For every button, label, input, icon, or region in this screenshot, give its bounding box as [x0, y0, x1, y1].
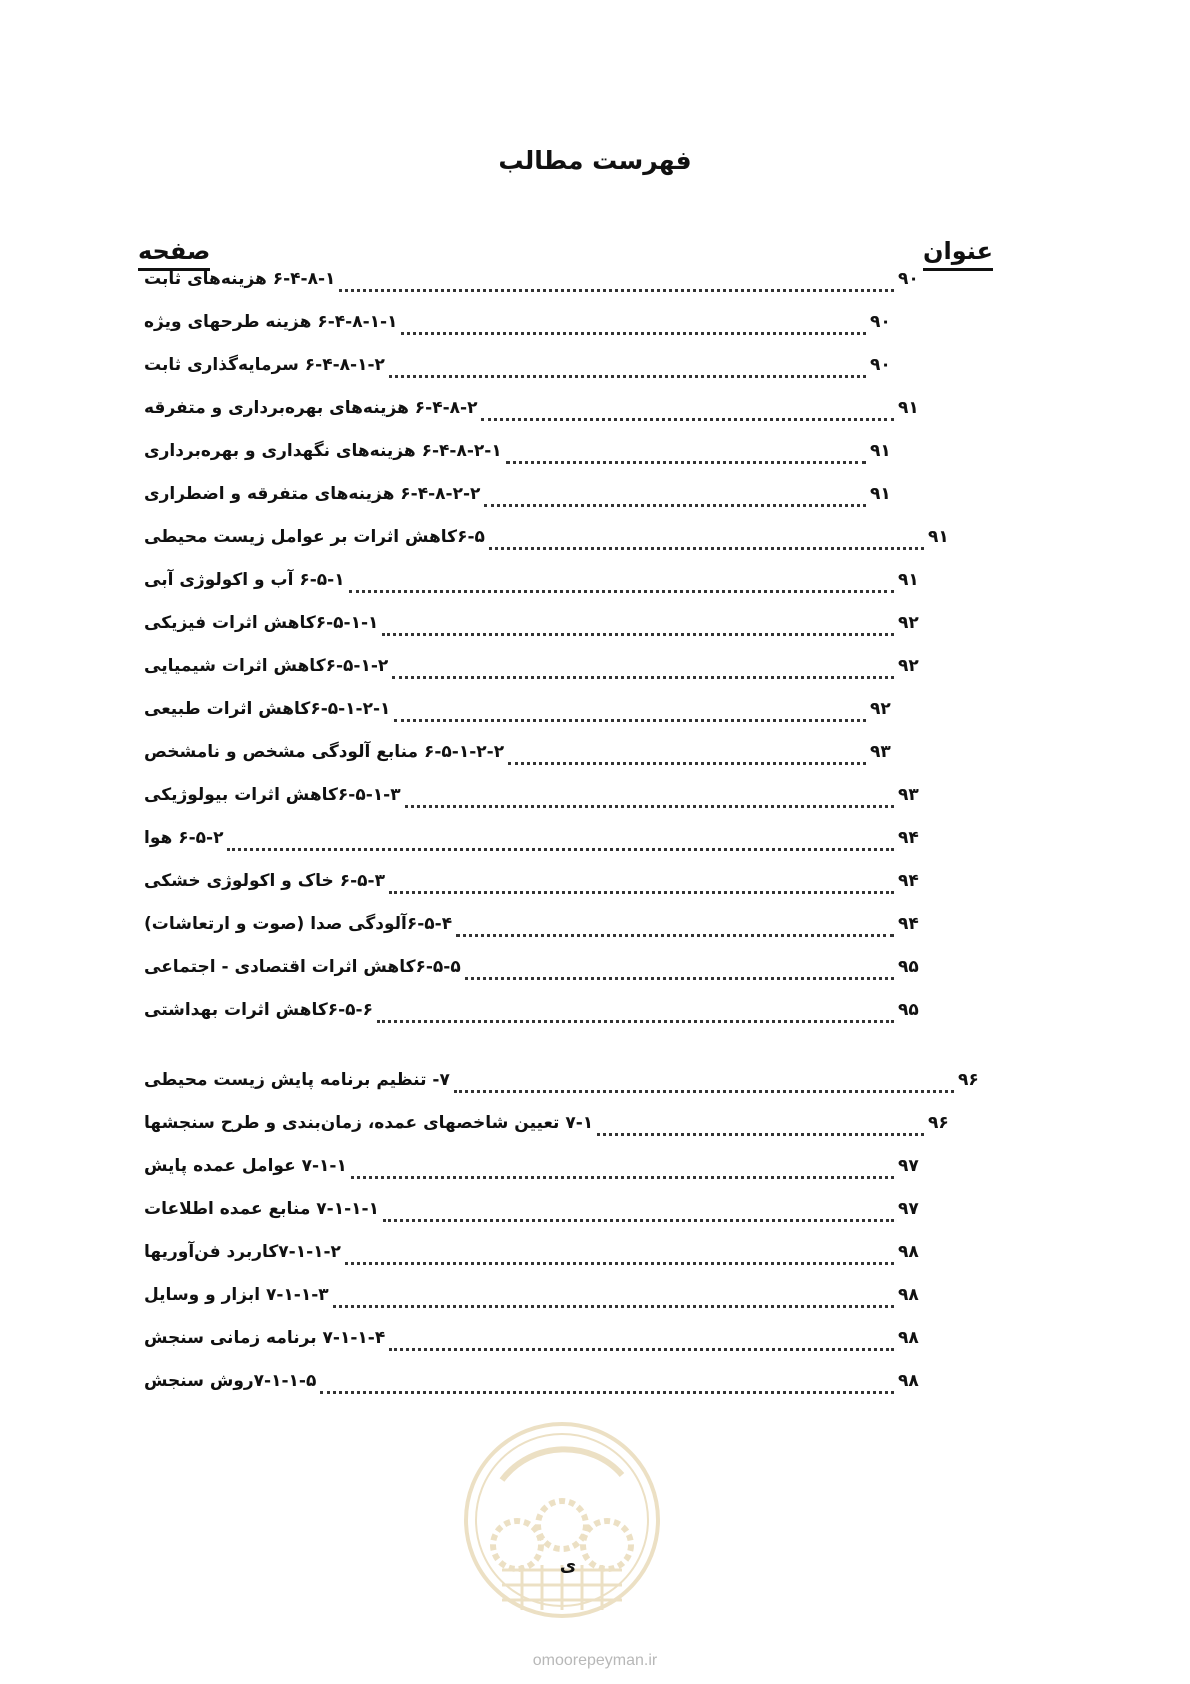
toc-entry-page: ۹۸: [898, 1328, 919, 1348]
toc-dot-leader: [456, 918, 894, 937]
toc-entry[interactable]: [138, 910, 928, 938]
toc-entry[interactable]: [138, 695, 900, 723]
toc-entry[interactable]: [138, 1238, 928, 1266]
toc-entry-page: ۹۵: [898, 1000, 919, 1020]
toc-dot-leader: [383, 1203, 894, 1222]
toc-entry[interactable]: [138, 996, 928, 1024]
toc-entry-title: ۶-۴-۸-۲ هزینه‌های بهره‌برداری و متفرقه: [144, 398, 478, 418]
toc-dot-leader: [465, 961, 894, 980]
toc-entry-page: ۹۲: [898, 656, 919, 676]
toc-entry-title: ۷-۱-۱-۲کاربرد فن‌آوریها: [144, 1242, 341, 1262]
toc-dot-leader: [345, 1246, 894, 1265]
toc-entry-title: ۶-۵-۱-۲-۲ منابع آلودگی مشخص و نامشخص: [144, 742, 505, 762]
toc-dot-leader: [401, 316, 866, 335]
toc-dot-leader: [389, 359, 866, 378]
toc-entry-page: ۹۳: [898, 785, 919, 805]
toc-entry-page: ۹۱: [898, 398, 919, 418]
toc-entry[interactable]: [138, 480, 900, 508]
toc-entry[interactable]: [138, 523, 958, 551]
toc-entry-page: ۹۱: [870, 441, 891, 461]
toc-entry-page: ۹۱: [928, 527, 949, 547]
toc-dot-leader: [481, 402, 894, 421]
toc-entry-title: ۶-۴-۸-۱-۱ هزینه طرحهای ویژه: [144, 312, 398, 332]
toc-entry-page: ۹۰: [870, 312, 891, 332]
toc-entry-title: ۷-۱-۱-۴ برنامه زمانی سنجش: [144, 1328, 386, 1348]
toc-dot-leader: [377, 1004, 894, 1023]
toc-entry-page: ۹۴: [898, 871, 919, 891]
toc-entry[interactable]: [138, 781, 928, 809]
toc-entry-title: ۶-۵-۱-۲-۱کاهش اثرات طبیعی: [144, 699, 391, 719]
toc-entry[interactable]: [138, 1195, 928, 1223]
toc-entry-page: ۹۱: [898, 570, 919, 590]
toc-entry-title: ۷-۱-۱-۵روش سنجش: [144, 1371, 317, 1391]
toc-entry-page: ۹۰: [898, 269, 919, 289]
toc-dot-leader: [389, 875, 894, 894]
toc-entry-page: ۹۸: [898, 1242, 919, 1262]
toc-entry-page: ۹۷: [898, 1156, 919, 1176]
toc-entry[interactable]: [138, 1281, 928, 1309]
toc-entry-page: ۹۴: [898, 914, 919, 934]
toc-entry[interactable]: [138, 953, 928, 981]
watermark-url: omoorepeyman.ir: [532, 1652, 658, 1669]
toc-dot-leader: [227, 832, 894, 851]
toc-entry-page: ۹۸: [898, 1371, 919, 1391]
toc-entry[interactable]: [138, 1109, 958, 1137]
toc-dot-leader: [508, 746, 866, 765]
column-header-title: عنوان: [923, 236, 993, 271]
toc-entry[interactable]: [138, 824, 928, 852]
toc-entry-title: ۶-۵-۵کاهش اثرات اقتصادی - اجتماعی: [144, 957, 461, 977]
toc-entry[interactable]: [138, 609, 928, 637]
toc-entry-title: ۶-۴-۸-۱-۲ سرمایه‌گذاری ثابت: [144, 355, 385, 375]
toc-entry[interactable]: [138, 867, 928, 895]
toc-entry-title: ۶-۴-۸-۲-۲ هزینه‌های متفرقه و اضطراری: [144, 484, 481, 504]
toc-entry[interactable]: [138, 1066, 988, 1094]
toc-entry[interactable]: [138, 1367, 928, 1395]
toc-dot-leader: [333, 1289, 894, 1308]
page-number: ی: [559, 1555, 577, 1576]
toc-entry-page: ۹۶: [928, 1113, 949, 1133]
toc-entry-page: ۹۲: [898, 613, 919, 633]
toc-entry-title: ۷-۱-۱-۱ منابع عمده اطلاعات: [144, 1199, 379, 1219]
toc-entry[interactable]: [138, 437, 900, 465]
toc-entry-page: ۹۷: [898, 1199, 919, 1219]
toc-entry-title: ۶-۵-۲ هوا: [144, 828, 224, 848]
toc-entry-title: ۷-۱-۱ عوامل عمده پایش: [144, 1156, 347, 1176]
toc-dot-leader: [506, 445, 866, 464]
toc-entry-title: ۶-۵-۴آلودگی صدا (صوت و ارتعاشات): [144, 914, 453, 934]
toc-entry-title: ۶-۵-۱-۱کاهش اثرات فیزیکی: [144, 613, 379, 633]
toc-entry-title: ۶-۵-۶کاهش اثرات بهداشتی: [144, 1000, 373, 1020]
column-header-page: صفحه: [138, 236, 210, 271]
page-title: فهرست مطالب: [498, 146, 692, 175]
toc-entry-title: ۷- تنظیم برنامه پایش زیست محیطی: [144, 1070, 450, 1090]
toc-dot-leader: [382, 617, 894, 636]
toc-entry-page: ۹۴: [898, 828, 919, 848]
toc-dot-leader: [351, 1160, 894, 1179]
toc-dot-leader: [320, 1375, 894, 1394]
toc-entry-page: ۹۱: [870, 484, 891, 504]
toc-entry-page: ۹۸: [898, 1285, 919, 1305]
toc-entry[interactable]: [138, 1324, 928, 1352]
toc-entry[interactable]: [138, 394, 928, 422]
toc-entry[interactable]: [138, 566, 928, 594]
toc-entry[interactable]: [138, 308, 900, 336]
toc-dot-leader: [389, 1332, 894, 1351]
toc-dot-leader: [349, 574, 894, 593]
toc-dot-leader: [484, 488, 866, 507]
toc-dot-leader: [489, 531, 924, 550]
toc-entry[interactable]: [138, 1152, 928, 1180]
toc-entry-title: ۷-۱ تعیین شاخصهای عمده، زمان‌بندی و طرح سنجشها: [144, 1113, 594, 1133]
toc-entry-title: ۶-۴-۸-۲-۱ هزینه‌های نگهداری و بهره‌برداری: [144, 441, 502, 461]
toc-dot-leader: [597, 1117, 924, 1136]
toc-entry[interactable]: [138, 351, 900, 379]
toc-entry[interactable]: [138, 265, 928, 293]
toc-entry-title: ۶-۵-۱-۲کاهش اثرات شیمیایی: [144, 656, 389, 676]
toc-entry-page: ۹۳: [870, 742, 891, 762]
toc-entry-page: ۹۰: [870, 355, 891, 375]
toc-entry[interactable]: [138, 738, 900, 766]
toc-dot-leader: [454, 1074, 954, 1093]
toc-entry-title: ۶-۴-۸-۱ هزینه‌های ثابت: [144, 269, 336, 289]
watermark-logo: [462, 1420, 662, 1630]
toc-entry-title: ۶-۵-۱-۳کاهش اثرات بیولوژیکی: [144, 785, 401, 805]
toc-entry-page: ۹۵: [898, 957, 919, 977]
toc-entry-title: ۶-۵-۱ آب و اکولوژی آبی: [144, 570, 345, 590]
toc-entry-title: ۶-۵کاهش اثرات بر عوامل زیست محیطی: [144, 527, 485, 547]
toc-entry[interactable]: [138, 652, 928, 680]
toc-entry-title: ۷-۱-۱-۳ ابزار و وسایل: [144, 1285, 329, 1305]
toc-entry-page: ۹۶: [958, 1070, 979, 1090]
toc-dot-leader: [405, 789, 894, 808]
toc-entry-page: ۹۲: [870, 699, 891, 719]
toc-dot-leader: [339, 273, 894, 292]
toc-entry-title: ۶-۵-۳ خاک و اکولوژی خشکی: [144, 871, 385, 891]
toc-dot-leader: [394, 703, 866, 722]
toc-dot-leader: [392, 660, 894, 679]
